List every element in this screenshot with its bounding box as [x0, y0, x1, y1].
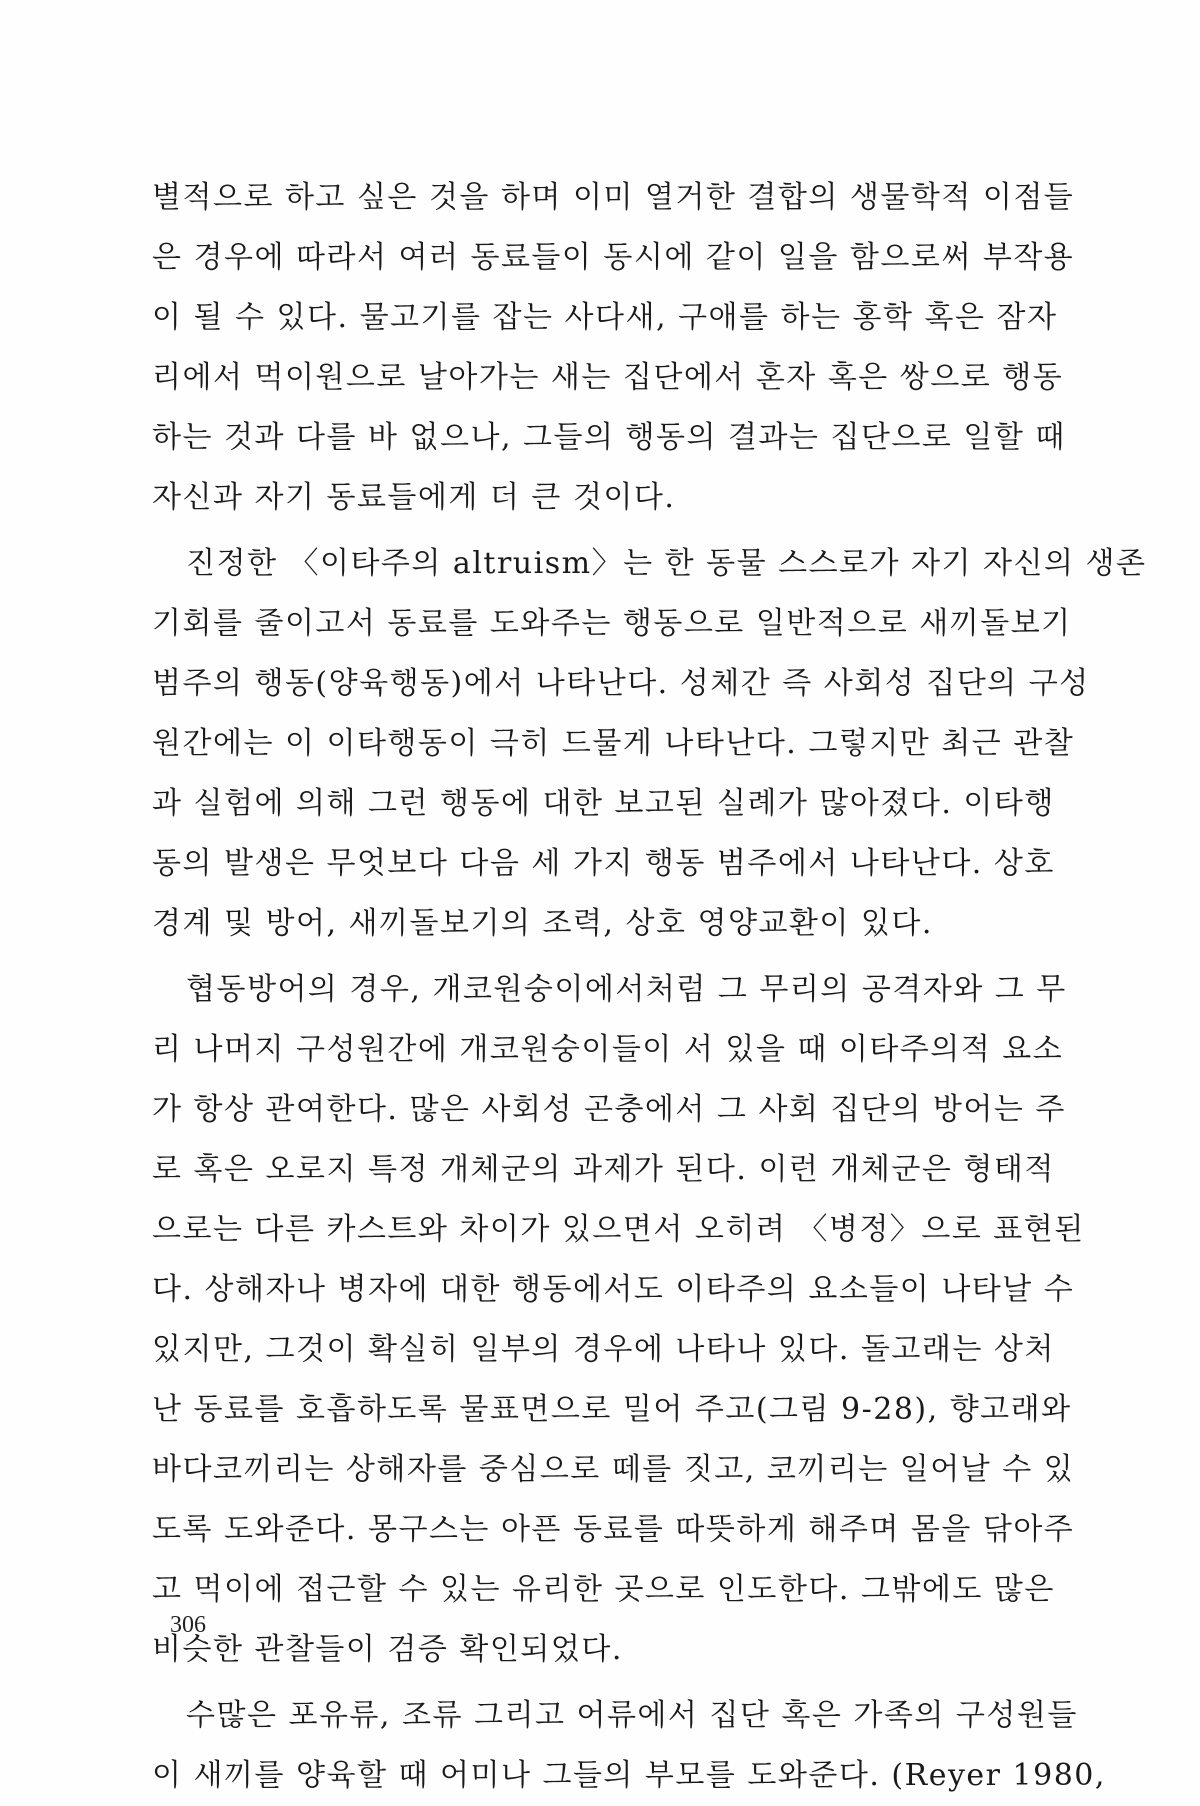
text-line: 과 실험에 의해 그런 행동에 대한 보고된 실례가 많아졌다. 이타행	[152, 786, 1055, 821]
body-text	[152, 168, 1147, 1806]
text-line: 고 먹이에 접근할 수 있는 유리한 곳으로 인도한다. 그밖에도 많은	[152, 1572, 1055, 1607]
text-line: 협동방어의 경우, 개코원숭이에서처럼 그 무리의 공격자와 그 무	[186, 972, 1067, 1007]
text-line: 원간에는 이 이타행동이 극히 드물게 나타난다. 그렇지만 최근 관찰	[152, 726, 1075, 761]
text-line: 자신과 자기 동료들에게 더 큰 것이다.	[152, 480, 676, 515]
text-line: 진정한 〈이타주의 altruism〉는 한 동물 스스로가 자기 자신의 생존	[186, 546, 1147, 581]
text-line: 비슷한 관찰들이 검증 확인되었다.	[152, 1632, 623, 1667]
text-line: 난 동료를 호흡하도록 물표면으로 밀어 주고(그림 9-28), 향고래와	[152, 1392, 1072, 1427]
text-line: 다. 상해자나 병자에 대한 행동에서도 이타주의 요소들이 나타날 수	[152, 1272, 1075, 1307]
paragraph	[152, 1686, 1106, 1806]
paragraph	[152, 960, 1085, 1680]
text-line: 바다코끼리는 상해자를 중심으로 떼를 짓고, 코끼리는 일어날 수 있	[152, 1452, 1075, 1487]
text-line: 도록 도와준다. 몽구스는 아픈 동료를 따뜻하게 해주며 몸을 닦아주	[152, 1512, 1075, 1547]
text-line: 가 항상 관여한다. 많은 사회성 곤충에서 그 사회 집단의 방어는 주	[152, 1092, 1066, 1127]
paragraph	[152, 168, 1075, 528]
text-line: 으로는 다른 카스트와 차이가 있으면서 오히려 〈병정〉으로 표현된	[152, 1212, 1085, 1247]
text-line: 이 새끼를 양육할 때 어미나 그들의 부모를 도와준다. (Reyer 1980,	[152, 1758, 1106, 1793]
text-line: 기회를 줄이고서 동료를 도와주는 행동으로 일반적으로 새끼돌보기	[152, 606, 1072, 641]
text-line: 이 될 수 있다. 물고기를 잡는 사다새, 구애를 하는 홍학 혹은 잠자	[152, 300, 1058, 335]
text-line: 수많은 포유류, 조류 그리고 어류에서 집단 혹은 가족의 구성원들	[186, 1698, 1078, 1733]
text-line: 범주의 행동(양육행동)에서 나타난다. 성체간 즉 사회성 집단의 구성	[152, 666, 1090, 701]
text-line: 하는 것과 다를 바 없으나, 그들의 행동의 결과는 집단으로 일할 때	[152, 420, 1066, 455]
text-line: 있지만, 그것이 확실히 일부의 경우에 나타나 있다. 돌고래는 상처	[152, 1332, 1055, 1367]
text-line: 은 경우에 따라서 여러 동료들이 동시에 같이 일을 함으로써 부작용	[152, 240, 1075, 275]
paragraph	[152, 534, 1147, 954]
page-number: 306	[170, 1612, 206, 1638]
text-line: 동의 발생은 무엇보다 다음 세 가지 행동 범주에서 나타난다. 상호	[152, 846, 1055, 881]
text-line: 리 나머지 구성원간에 개코원숭이들이 서 있을 때 이타주의적 요소	[152, 1032, 1064, 1067]
text-line: 리에서 먹이원으로 날아가는 새는 집단에서 혼자 혹은 쌍으로 행동	[152, 360, 1064, 395]
text-line: 경계 및 방어, 새끼돌보기의 조력, 상호 영양교환이 있다.	[152, 906, 933, 941]
text-line: 로 혹은 오로지 특정 개체군의 과제가 된다. 이런 개체군은 형태적	[152, 1152, 1055, 1187]
text-line: 별적으로 하고 싶은 것을 하며 이미 열거한 결합의 생물학적 이점들	[152, 180, 1075, 215]
